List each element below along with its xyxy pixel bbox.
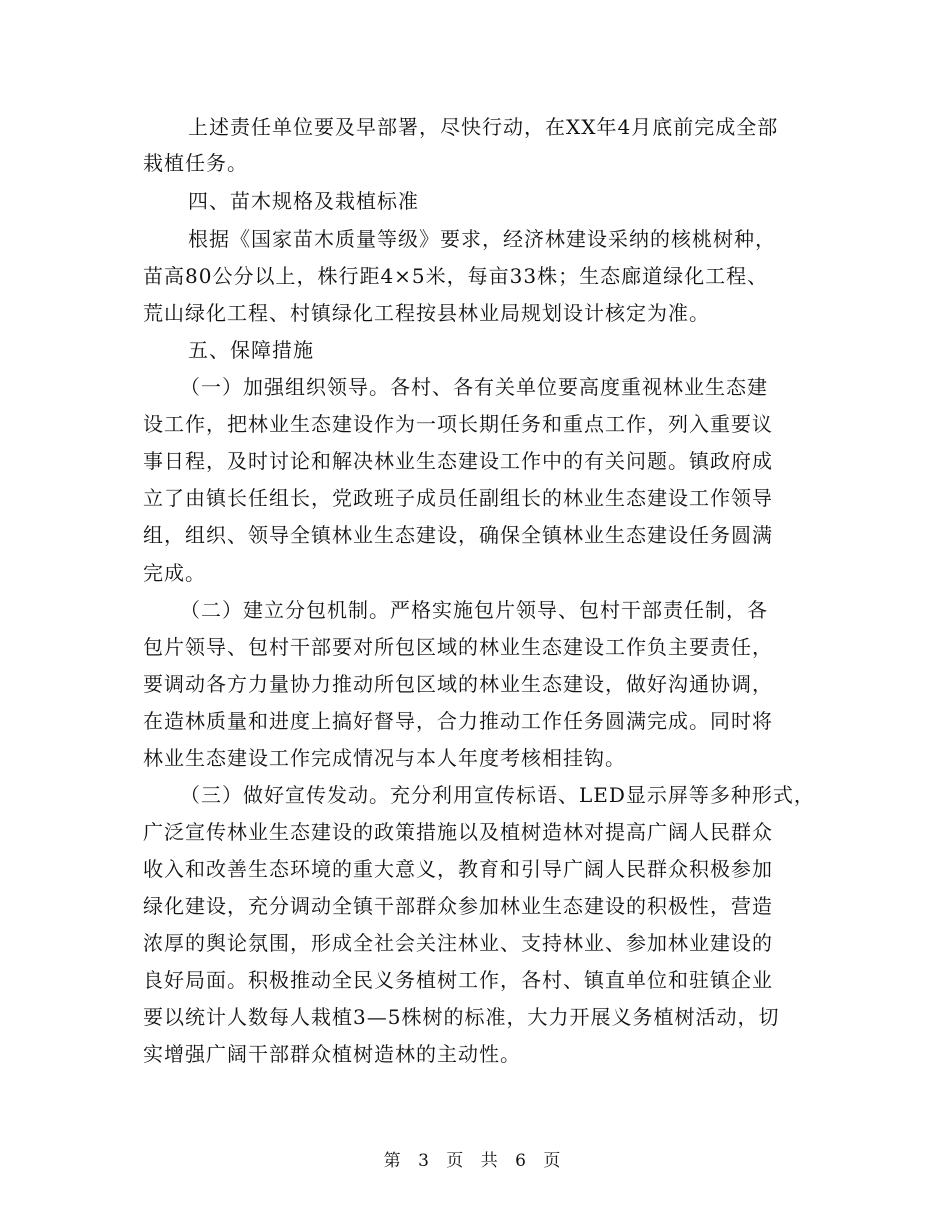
paragraph-line: 苗高80公分以上，株行距4×5米，每亩33株；生态廊道绿化工程、 xyxy=(143,264,769,288)
paragraph-line: 根据《国家苗木质量等级》要求，经济林建设采纳的核桃树种， xyxy=(188,227,776,251)
paragraph-line: 完成。 xyxy=(143,561,206,585)
paragraph-line: （二）建立分包机制。严格实施包片领导、包村干部责任制，各 xyxy=(180,598,768,622)
paragraph-line: 绿化建设，充分调动全镇干部群众参加林业生态建设的积极性，营造 xyxy=(143,894,773,918)
paragraph-line: 在造林质量和进度上搞好督导，合力推动工作任务圆满完成。同时将 xyxy=(143,709,773,733)
paragraph-line: 要以统计人数每人栽植3—5株树的标准，大力开展义务植树活动，切 xyxy=(143,1005,780,1029)
paragraph-line: 栽植任务。 xyxy=(143,151,248,175)
paragraph-line: 荒山绿化工程、村镇绿化工程按县林业局规划设计核定为准。 xyxy=(143,301,710,325)
paragraph-line: 浓厚的舆论氛围，形成全社会关注林业、支持林业、参加林业建设的 xyxy=(143,931,773,955)
paragraph-line: 广泛宣传林业生态建设的政策措施以及植树造林对提高广阔人民群众 xyxy=(143,820,773,844)
paragraph-line: 良好局面。积极推动全民义务植树工作，各村、镇直单位和驻镇企业 xyxy=(143,968,773,992)
paragraph-line: 要调动各方力量协力推动所包区域的林业生态建设，做好沟通协调， xyxy=(143,672,773,696)
page-number-footer: 第 3 页 共 6 页 xyxy=(383,1151,567,1171)
paragraph-line: （三）做好宣传发动。充分利用宣传标语、LED显示屏等多种形式， xyxy=(180,783,815,807)
paragraph-line: 立了由镇长任组长，党政班子成员任副组长的林业生态建设工作领导 xyxy=(143,486,773,510)
paragraph-line: 事日程，及时讨论和解决林业生态建设工作中的有关问题。镇政府成 xyxy=(143,449,773,473)
section-heading: 四、苗木规格及栽植标准 xyxy=(188,189,419,213)
paragraph-line: 实增强广阔干部群众植树造林的主动性。 xyxy=(143,1042,521,1066)
paragraph-line: （一）加强组织领导。各村、各有关单位要高度重视林业生态建 xyxy=(180,375,768,399)
paragraph-line: 收入和改善生态环境的重大意义，教育和引导广阔人民群众积极参加 xyxy=(143,857,773,881)
paragraph-line: 林业生态建设工作完成情况与本人年度考核相挂钩。 xyxy=(143,746,626,770)
paragraph-line: 包片领导、包村干部要对所包区域的林业生态建设工作负主要责任， xyxy=(143,635,773,659)
paragraph-line: 组，组织、领导全镇林业生态建设，确保全镇林业生态建设任务圆满 xyxy=(143,523,773,547)
paragraph-line: 设工作，把林业生态建设作为一项长期任务和重点工作，列入重要议 xyxy=(143,412,773,436)
paragraph-line: 上述责任单位要及早部署，尽快行动，在XX年4月底前完成全部 xyxy=(188,115,779,139)
section-heading: 五、保障措施 xyxy=(188,338,314,362)
